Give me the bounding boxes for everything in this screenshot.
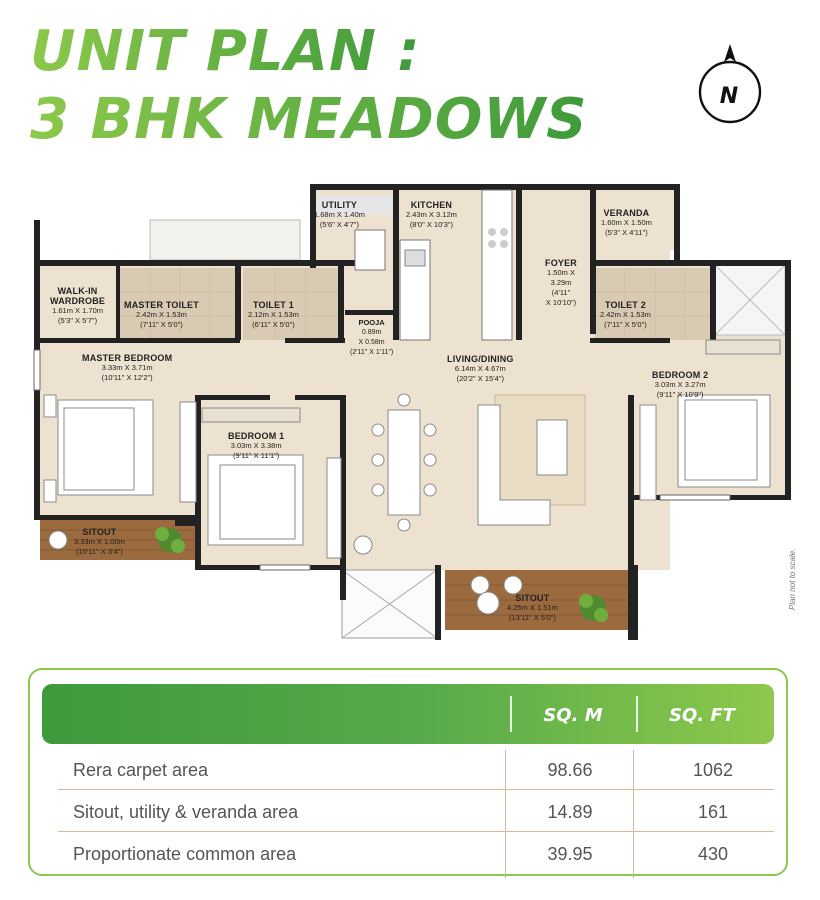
title-line-2: 3 BHK MEADOWS [30, 87, 588, 152]
room-pooja-dim-3: (2'11" X 1'11") [350, 349, 394, 356]
room-foyer-dim-4: X 10'10") [545, 298, 577, 307]
room-toilet1-dim-ft: (6'11" X 5'0") [252, 320, 295, 329]
room-walkin-dim-m: 1.61m X 1.70m [52, 306, 103, 315]
room-foyer-name: FOYER [545, 258, 578, 268]
compass-label: N [719, 84, 739, 109]
row-sqft: 430 [697, 844, 729, 864]
room-sitout-right-dim-ft: (13'11" X 5'0") [509, 613, 556, 622]
room-pooja [350, 318, 393, 358]
room-toilet2-dim-ft: (7'11" X 5'0") [604, 320, 647, 329]
north-compass-icon [696, 40, 764, 124]
room-walkin-dim-ft: (5'3" X 5'7") [58, 316, 98, 325]
room-sitout-right-name: SITOUT [515, 593, 550, 603]
room-kitchen [406, 200, 457, 230]
room-bedroom2-dim-ft: (9'11" X 10'9") [656, 390, 704, 399]
room-walkin-name: WALK-IN [57, 286, 98, 296]
scale-note: Plan not to scale. [788, 548, 797, 610]
room-living-dining [447, 354, 514, 384]
room-master-bedroom-name: MASTER BEDROOM [82, 353, 173, 363]
row-label: Rera carpet area [73, 760, 209, 780]
room-foyer [545, 258, 577, 308]
header-divider [510, 696, 512, 732]
room-utility [314, 200, 365, 230]
room-master-toilet-dim-ft: (7'11" X 5'0") [140, 320, 183, 329]
room-toilet2-name: TOILET 2 [604, 300, 646, 310]
row-sqft: 161 [697, 802, 729, 822]
room-kitchen-name: KITCHEN [410, 200, 453, 210]
row-sqm: 98.66 [547, 760, 593, 780]
room-veranda [601, 208, 652, 238]
room-veranda-dim-m: 1.60m X 1.50m [601, 218, 652, 227]
room-kitchen-dim-m: 2.43m X 3.12m [406, 210, 457, 219]
room-living-dim-ft: (20'2" X 15'4") [456, 374, 504, 383]
room-kitchen-dim-ft: (8'0" X 10'3") [409, 220, 454, 229]
table-row [58, 790, 766, 832]
floor-plan-drawing [30, 180, 810, 650]
room-pooja-dim-1: 0.89m [361, 329, 382, 336]
row-sqft: 1062 [692, 760, 734, 780]
room-toilet-2 [600, 300, 651, 330]
title-line-1: UNIT PLAN : [30, 19, 421, 84]
room-walkin-name-2: WARDROBE [50, 296, 106, 306]
row-label: Proportionate common area [73, 844, 297, 864]
room-master-toilet-dim-m: 2.42m X 1.53m [136, 310, 187, 319]
row-label: Sitout, utility & veranda area [73, 802, 299, 822]
room-bedroom2-dim-m: 3.03m X 3.27m [654, 380, 706, 389]
room-sitout-right-dim-m: 4.25m X 1.51m [507, 603, 558, 612]
column-sqm: SQ. M [543, 705, 603, 726]
room-sitout-left-dim-ft: (10'11" X 3'4") [76, 547, 123, 556]
table-row [58, 832, 766, 874]
room-master-toilet-name: MASTER TOILET [124, 300, 199, 310]
table-row [58, 748, 766, 790]
room-walkin-wardrobe [50, 286, 105, 326]
room-sitout-left [74, 527, 125, 557]
room-toilet1-dim-m: 2.12m X 1.53m [248, 310, 299, 319]
room-sitout-right [507, 593, 558, 623]
room-utility-dim-ft: (5'6" X 4'7") [319, 220, 359, 229]
room-toilet2-dim-m: 2.42m X 1.53m [600, 310, 651, 319]
room-toilet-1 [248, 300, 299, 330]
row-sqm: 14.89 [547, 802, 593, 822]
header-divider [636, 696, 638, 732]
room-sitout-left-dim-m: 3.33m X 1.00m [74, 537, 125, 546]
room-living-name: LIVING/DINING [447, 354, 514, 364]
room-pooja-dim-2: X 0.58m [358, 339, 385, 346]
room-master-toilet [124, 300, 199, 330]
room-bedroom2-name: BEDROOM 2 [652, 370, 709, 380]
room-bedroom1-dim-ft: (9'11" X 11'1") [233, 451, 280, 460]
room-bedroom-1 [228, 431, 284, 461]
room-veranda-name: VERANDA [603, 208, 650, 218]
room-bedroom1-name: BEDROOM 1 [228, 431, 285, 441]
floor-plan [30, 180, 810, 650]
room-foyer-dim-1: 1.50m X [547, 268, 575, 277]
room-master-bedroom-dim-m: 3.33m X 3.71m [101, 363, 153, 372]
room-pooja-name: POOJA [358, 318, 385, 327]
room-veranda-dim-ft: (5'3" X 4'11") [605, 228, 648, 237]
room-foyer-dim-3: (4'11" [551, 288, 571, 297]
room-master-bedroom [82, 353, 172, 383]
column-sqft: SQ. FT [669, 705, 735, 726]
room-living-dim-m: 6.14m X 4.67m [454, 364, 506, 373]
room-utility-dim-m: 1.68m X 1.40m [314, 210, 365, 219]
room-master-bedroom-dim-ft: (10'11" X 12'2") [101, 373, 153, 382]
room-sitout-left-name: SITOUT [82, 527, 117, 537]
room-bedroom1-dim-m: 3.03m X 3.38m [230, 441, 282, 450]
area-table-header [42, 684, 774, 744]
row-sqm: 39.95 [547, 844, 593, 864]
room-toilet1-name: TOILET 1 [252, 300, 294, 310]
room-foyer-dim-2: 3.29m [550, 278, 572, 287]
room-utility-name: UTILITY [321, 200, 358, 210]
room-bedroom-2 [652, 370, 708, 400]
